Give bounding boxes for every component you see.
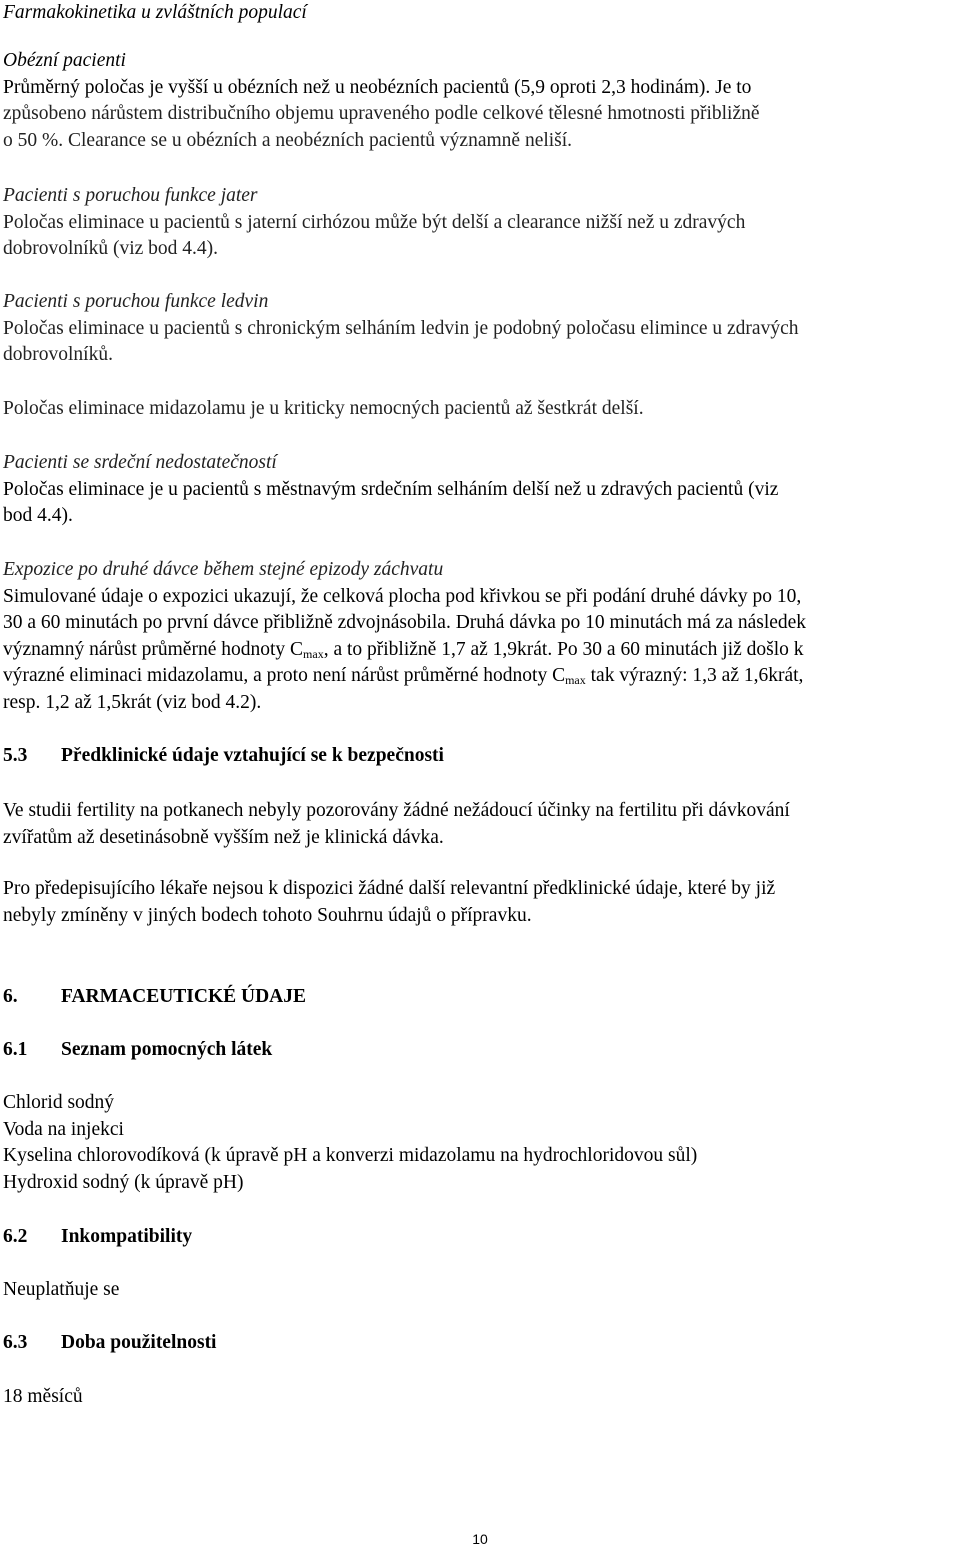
renal-title: Pacienti s poruchou funkce ledvin [3,291,269,312]
obese-line-2: způsobeno nárůstem distribučního objemu upraveného podle celkové tělesné hmotnosti přibližně [3,103,760,124]
exposure-line-1: Simulované údaje o expozici ukazují, že celková plocha pod křivkou se při podání druhé dávky po 10, [3,585,802,607]
critical-care-paragraph: Poločas eliminace midazolamu je u kriticky nemocných pacientů až šestkrát delší. [3,398,644,419]
obese-line-1: Průměrný poločas je vyšší u obézních než u neobézních pacientů (5,9 oproti 2,3 hodinám). Je to [3,76,752,98]
exposure-section [3,557,958,716]
section-6-heading: 6. FARMACEUTICKÉ ÚDAJE [3,986,307,1007]
list-item: Kyselina chlorovodíková (k úpravě pH a konverzi midazolamu na hydrochloridovou sůl) [3,1145,698,1166]
renal-line-2: dobrovolníků. [3,344,113,365]
excipients-list [3,1090,958,1196]
cardiac-line-2: bod 4.4). [3,505,73,526]
hepatic-section [3,183,958,263]
section-6-2-heading: 6.2 Inkompatibility [3,1226,193,1247]
list-item: Voda na injekci [3,1118,124,1140]
s53-paragraph-2: Pro předepisujícího lékaře nejsou k dispozici žádné další relevantní předklinické údaje, které by již nebyly zmíněny v jiných bodech tohoto Souhrnu údajů o přípravku. [3,878,776,926]
incompatibilities-text: Neuplatňuje se [3,1279,120,1300]
shelf-life-text: 18 měsíců [3,1386,83,1407]
exposure-line-5: resp. 1,2 až 1,5krát (viz bod 4.2). [3,691,262,713]
section-6-3-heading: 6.3 Doba použitelnosti [3,1332,217,1353]
obese-line-3: o 50 %. Clearance se u obézních a neobézních pacientů významně neliší. [3,129,573,151]
cardiac-line-1: Poločas eliminace je u pacientů s městnavým srdečním selháním delší než u zdravých pacientů (viz [3,478,779,500]
renal-line-1: Poločas eliminace u pacientů s chronickým selháním ledvin je podobný poločasu elimince u zdravých [3,317,799,339]
renal-section [3,289,958,369]
cardiac-title: Pacienti se srdeční nedostatečností [3,452,277,473]
page-number: 10 [472,1531,488,1547]
hepatic-title: Pacienti s poruchou funkce jater [3,185,258,206]
exposure-title: Expozice po druhé dávce během stejné epizody záchvatu [3,559,444,580]
section-5-3-heading: 5.3 Předklinické údaje vztahující se k bezpečnosti [3,745,444,766]
exposure-line-2: 30 a 60 minutách po první dávce přibližně zdvojnásobila. Druhá dávka po 10 minutách má za následek [3,612,807,633]
obese-title: Obézní pacienti [3,50,126,71]
obese-section [3,48,958,154]
exposure-line-4: výrazné eliminaci midazolamu, a proto není nárůst průměrné hodnoty $C_{max}$ tak výrazný: 1,3 až 1,6krát, [3,665,804,687]
s53-paragraph-1: Ve studii fertility na potkanech nebyly pozorovány žádné nežádoucí účinky na fertilitu při dávkování zvířatům až desetinásobně vyšším než je klinická dávka. [3,800,790,848]
cardiac-section [3,450,958,530]
list-item: Chlorid sodný [3,1092,115,1113]
hepatic-line-2: dobrovolníků (viz bod 4.4). [3,238,219,259]
section-6-1-heading: 6.1 Seznam pomocných látek [3,1039,273,1060]
list-item: Hydroxid sodný (k úpravě pH) [3,1171,244,1193]
hepatic-line-1: Poločas eliminace u pacientů s jaterní cirhózou může být delší a clearance nižší než u zdravých [3,211,746,233]
exposure-line-3: významný nárůst průměrné hodnoty $C_{max}$, a to přibližně 1,7 až 1,9krát. Po 30 a 60 minutách již došlo k [3,638,804,661]
pk-special-populations-heading: Farmakokinetika u zvláštních populací [3,2,307,23]
